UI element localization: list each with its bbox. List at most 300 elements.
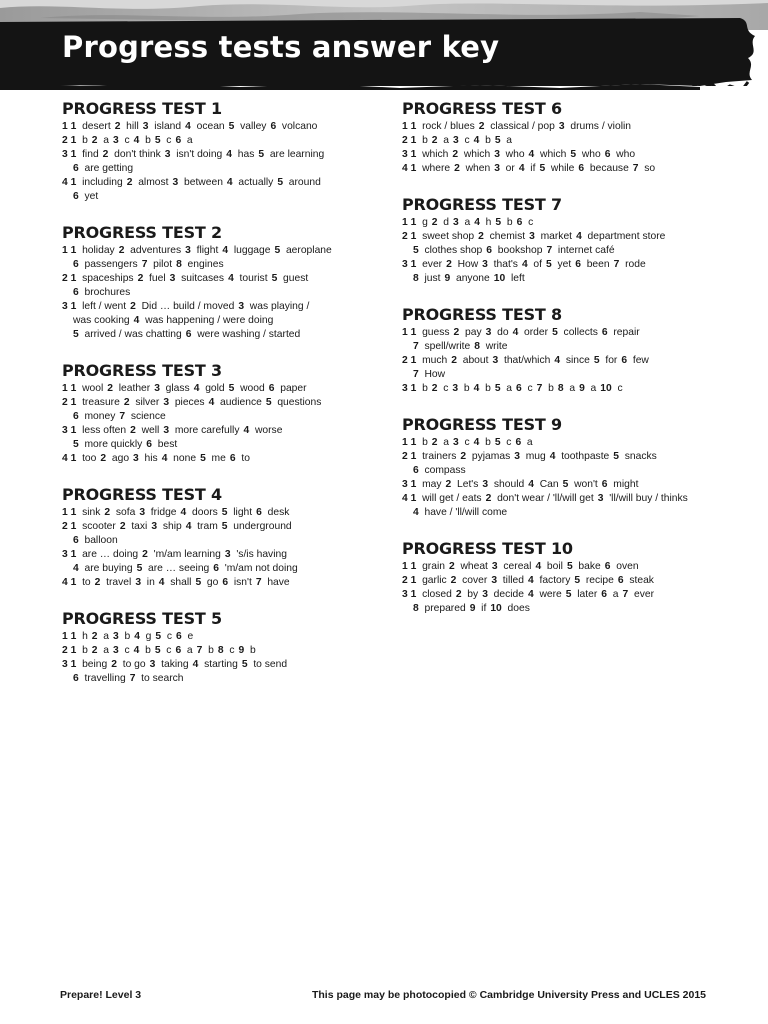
answer-text: for <box>605 355 618 366</box>
answer-text: b <box>485 135 491 146</box>
answer-number: 4 <box>226 177 233 188</box>
answer-number: 2 <box>91 135 98 146</box>
answer-line <box>62 658 382 672</box>
answer-number: 2 1 <box>402 135 417 146</box>
answer-text: oven <box>616 561 639 572</box>
answer-text: ever <box>422 259 443 270</box>
answer-line <box>402 230 722 244</box>
answer-number: 10 <box>600 383 612 394</box>
answer-text: steak <box>629 575 654 586</box>
answer-number: 3 <box>172 177 179 188</box>
answer-line <box>62 630 382 644</box>
answer-text: internet café <box>557 245 615 256</box>
answer-number: 5 <box>154 645 161 656</box>
answer-line <box>62 396 382 410</box>
answer-line <box>62 176 382 190</box>
answer-number: 5 <box>241 659 248 670</box>
answer-text: find <box>82 149 99 160</box>
answer-number: 1 1 <box>62 383 77 394</box>
answer-number: 2 1 <box>402 575 417 586</box>
answer-text: a <box>103 631 109 642</box>
answer-number: 2 <box>102 149 109 160</box>
answer-text: travelling <box>84 673 126 684</box>
answer-number: 6 <box>621 355 628 366</box>
answer-number: 6 <box>73 191 79 202</box>
answer-text: c <box>229 645 235 656</box>
answer-number: 6 <box>175 645 182 656</box>
answer-number: 4 1 <box>62 453 77 464</box>
answer-text: his <box>144 453 158 464</box>
answer-line <box>402 382 722 396</box>
answer-number: 4 <box>473 135 480 146</box>
answer-text: g <box>422 217 428 228</box>
answer-number: 6 <box>617 575 624 586</box>
answer-number: 5 <box>155 631 162 642</box>
answer-number: 3 1 <box>402 259 417 270</box>
answer-text: a <box>612 589 619 600</box>
answer-text: has <box>237 149 255 160</box>
answer-text: underground <box>233 521 292 532</box>
answer-number: 6 <box>146 439 152 450</box>
answer-text: do <box>497 327 509 338</box>
answer-line <box>402 120 722 134</box>
answer-text: don't think <box>114 149 161 160</box>
answer-number: 6 <box>73 673 79 684</box>
answer-line <box>62 300 382 314</box>
answer-number: 5 <box>73 439 79 450</box>
answer-text: who <box>616 149 636 160</box>
answer-number: 5 <box>613 451 620 462</box>
answer-number: 9 <box>579 383 585 394</box>
answer-text: will get / eats <box>422 493 482 504</box>
answer-text: were <box>539 589 562 600</box>
answer-number: 5 <box>495 217 502 228</box>
answer-number: 4 1 <box>402 163 417 174</box>
answer-number: 3 <box>482 589 488 600</box>
answer-text: have / 'll/will come <box>424 507 508 518</box>
answer-line <box>62 314 382 328</box>
answer-number: 5 <box>552 327 558 338</box>
test-heading: PROGRESS TEST 10 <box>402 539 573 558</box>
answer-number: 3 1 <box>62 301 77 312</box>
answer-text: scooter <box>82 521 116 532</box>
answer-text: to <box>241 453 250 464</box>
answer-text: h <box>485 217 492 228</box>
answer-number: 6 <box>256 507 262 518</box>
answer-number: 2 <box>137 273 144 284</box>
answer-number: 6 <box>176 631 182 642</box>
answer-text: ever <box>633 589 654 600</box>
answer-text: are getting <box>84 163 134 174</box>
answer-text: rock / blues <box>422 121 475 132</box>
progress-test-section <box>402 305 722 396</box>
answer-text: while <box>550 163 575 174</box>
answer-text: wool <box>82 383 104 394</box>
answer-number: 2 <box>111 659 117 670</box>
answer-column-right <box>402 99 722 635</box>
answer-number: 6 <box>185 329 192 340</box>
answer-text: 'm/am not doing <box>224 563 298 574</box>
answer-number: 6 <box>175 135 182 146</box>
answer-number: 6 <box>73 163 79 174</box>
answer-text: fridge <box>150 507 177 518</box>
answer-text: don't wear / 'll/will get <box>497 493 594 504</box>
answer-line <box>402 492 722 506</box>
test-heading: PROGRESS TEST 8 <box>402 305 562 324</box>
answer-number: 6 <box>270 121 277 132</box>
answer-number: 5 <box>136 563 143 574</box>
answer-number: 6 <box>604 561 611 572</box>
answer-number: 4 <box>133 315 140 326</box>
answer-number: 6 <box>73 259 79 270</box>
answer-number: 4 <box>192 659 199 670</box>
answer-line <box>402 216 722 230</box>
answer-number: 3 <box>113 645 119 656</box>
answer-text: recipe <box>585 575 614 586</box>
answer-number: 2 <box>126 177 133 188</box>
answer-number: 2 1 <box>402 231 417 242</box>
answer-text: compass <box>424 465 466 476</box>
answer-number: 6 <box>222 577 229 588</box>
answer-number: 4 <box>527 575 534 586</box>
answer-text: are buying <box>84 563 133 574</box>
answer-text: b <box>485 437 491 448</box>
answer-number: 10 <box>490 603 502 614</box>
answer-number: 4 <box>413 507 419 518</box>
answer-text: b <box>506 217 513 228</box>
answer-text: where <box>422 163 451 174</box>
answer-text: by <box>467 589 479 600</box>
answer-text: order <box>524 327 549 338</box>
answer-number: 4 <box>473 437 480 448</box>
answer-number: 2 1 <box>62 135 77 146</box>
answer-number: 6 <box>516 383 522 394</box>
answer-text: Let's <box>456 479 479 490</box>
answer-number: 5 <box>413 245 419 256</box>
answer-text: b <box>249 645 256 656</box>
answer-number: 3 <box>492 355 499 366</box>
answer-number: 1 1 <box>62 121 77 132</box>
answer-line <box>402 272 722 286</box>
answer-text: including <box>82 177 123 188</box>
answer-number: 5 <box>228 383 235 394</box>
answer-text: may <box>422 479 442 490</box>
answer-number: 6 <box>268 383 275 394</box>
answer-number: 6 <box>601 327 608 338</box>
answer-line <box>402 244 722 258</box>
answer-text: prepared <box>424 603 466 614</box>
answer-text: to send <box>253 659 288 670</box>
answer-line <box>62 328 382 342</box>
answer-line <box>402 326 722 340</box>
answer-text: fuel <box>149 273 166 284</box>
answer-number: 4 <box>222 245 229 256</box>
answer-text: less often <box>82 425 127 436</box>
answer-text: that's <box>493 259 518 270</box>
answer-number: 9 <box>469 603 476 614</box>
answer-text: e <box>187 631 194 642</box>
answer-number: 2 <box>455 589 462 600</box>
answer-number: 3 <box>482 259 488 270</box>
answer-number: 5 <box>494 383 501 394</box>
answer-number: 3 <box>491 561 498 572</box>
answer-number: 4 <box>512 327 519 338</box>
answer-line <box>402 464 722 478</box>
answer-number: 4 <box>528 479 534 490</box>
answer-number: 6 <box>575 259 581 270</box>
answer-text: glass <box>165 383 190 394</box>
answer-number: 3 <box>453 135 459 146</box>
answer-text: c <box>528 217 534 228</box>
answer-number: 6 <box>486 245 493 256</box>
answer-number: 6 <box>601 589 608 600</box>
answer-text: b <box>422 383 428 394</box>
answer-text: pilot <box>153 259 173 270</box>
answer-text: a <box>186 645 193 656</box>
answer-number: 5 <box>566 561 573 572</box>
answer-text: who <box>581 149 601 160</box>
answer-number: 5 <box>154 135 161 146</box>
answer-text: desert <box>82 121 111 132</box>
answer-number: 4 <box>133 645 140 656</box>
answer-number: 3 <box>482 479 489 490</box>
answer-text: arrived / was chatting <box>84 329 182 340</box>
answer-number: 3 <box>558 121 565 132</box>
answer-text: a <box>186 135 193 146</box>
answer-line <box>402 258 722 272</box>
answer-text: almost <box>138 177 169 188</box>
answer-number: 7 <box>413 369 419 380</box>
answer-number: 8 <box>474 341 480 352</box>
answer-text: guess <box>422 327 450 338</box>
answer-text: Can <box>539 479 559 490</box>
answer-text: pyjamas <box>471 451 511 462</box>
answer-line <box>62 382 382 396</box>
answer-text: b <box>422 437 428 448</box>
answer-text: that/which <box>503 355 551 366</box>
answer-number: 2 <box>431 217 438 228</box>
answer-text: gold <box>205 383 225 394</box>
answer-number: 3 <box>133 453 139 464</box>
answer-number: 8 <box>217 645 224 656</box>
answer-number: 2 1 <box>62 397 77 408</box>
answer-text: bake <box>578 561 601 572</box>
answer-number: 2 <box>91 645 98 656</box>
answer-text: yet <box>557 259 572 270</box>
answer-text: wheat <box>460 561 488 572</box>
answer-text: b <box>548 383 554 394</box>
answer-number: 2 <box>450 575 457 586</box>
answer-text: c <box>443 383 449 394</box>
answer-number: 8 <box>176 259 182 270</box>
answer-number: 2 <box>478 121 485 132</box>
answer-number: 6 <box>73 535 79 546</box>
answer-text: guest <box>283 273 309 284</box>
answer-number: 4 <box>473 383 480 394</box>
answer-text: holiday <box>82 245 115 256</box>
answer-text: passengers <box>84 259 138 270</box>
answer-text: well <box>141 425 160 436</box>
answer-number: 8 <box>413 273 419 284</box>
answer-line <box>402 134 722 148</box>
answer-number: 2 <box>453 327 460 338</box>
answer-number: 4 <box>521 259 528 270</box>
answer-text: brochures <box>84 287 131 298</box>
answer-line <box>402 602 722 616</box>
answer-number: 5 <box>574 575 581 586</box>
answer-number: 3 1 <box>402 589 417 600</box>
answer-text: spell/write <box>424 341 471 352</box>
answer-text: won't <box>574 479 598 490</box>
answer-text: 's/is having <box>236 549 287 560</box>
answer-number: 2 <box>104 507 111 518</box>
answer-text: treasure <box>82 397 120 408</box>
answer-number: 3 <box>113 631 119 642</box>
answer-text: money <box>84 411 116 422</box>
footer-copyright: This page may be photocopied © Cambridge University Press and UCLES 2015 <box>311 989 706 1001</box>
answer-text: light <box>233 507 253 518</box>
answer-text: b <box>485 383 491 394</box>
answer-number: 3 <box>491 575 498 586</box>
answer-text: does <box>507 603 530 614</box>
answer-number: 2 <box>91 631 98 642</box>
answer-number: 2 1 <box>402 451 417 462</box>
answer-text: c <box>166 631 173 642</box>
answer-number: 3 <box>149 659 156 670</box>
answer-number: 2 <box>431 135 438 146</box>
answer-line <box>402 436 722 450</box>
answer-text: snacks <box>624 451 657 462</box>
answer-number: 2 <box>478 231 484 242</box>
answer-number: 2 <box>445 479 452 490</box>
answer-text: chemist <box>489 231 526 242</box>
answer-text: tilled <box>502 575 524 586</box>
answer-number: 5 <box>200 453 206 464</box>
answer-number: 6 <box>73 411 79 422</box>
answer-text: pieces <box>174 397 205 408</box>
answer-number: 2 <box>119 521 126 532</box>
answer-text: which <box>422 149 449 160</box>
answer-text: paper <box>280 383 307 394</box>
progress-test-section <box>62 485 382 590</box>
answer-text: balloon <box>84 535 118 546</box>
answer-number: 2 <box>460 451 467 462</box>
answer-text: ship <box>162 521 182 532</box>
answer-text: were washing / started <box>197 329 301 340</box>
progress-test-section <box>402 99 722 176</box>
answer-number: 3 1 <box>402 383 417 394</box>
answer-number: 5 <box>570 149 577 160</box>
answer-text: left / went <box>82 301 127 312</box>
answer-number: 3 <box>597 493 604 504</box>
answer-text: volcano <box>281 121 318 132</box>
answer-text: yet <box>84 191 99 202</box>
answer-text: was cooking <box>73 315 130 326</box>
answer-number: 5 <box>265 397 272 408</box>
answer-text: shall <box>170 577 192 588</box>
answer-text: c <box>527 383 533 394</box>
answer-number: 5 <box>274 245 281 256</box>
answer-text: c <box>124 135 130 146</box>
answer-number: 6 <box>229 453 236 464</box>
answer-number: 7 <box>141 259 148 270</box>
answer-text: b <box>82 645 88 656</box>
answer-number: 4 <box>185 521 192 532</box>
answer-number: 4 <box>185 121 191 132</box>
answer-number: 7 <box>546 245 553 256</box>
answer-text: b <box>208 645 214 656</box>
answer-number: 4 <box>228 273 234 284</box>
answer-text: bookshop <box>497 245 543 256</box>
answer-text: a <box>443 135 449 146</box>
answer-number: 4 <box>528 149 535 160</box>
answer-text: actually <box>238 177 274 188</box>
answer-text: questions <box>277 397 322 408</box>
answer-text: to search <box>141 673 184 684</box>
answer-number: 1 1 <box>402 561 417 572</box>
answer-text: been <box>586 259 610 270</box>
answer-number: 2 <box>454 163 460 174</box>
answer-number: 2 1 <box>62 645 77 656</box>
answer-line <box>62 410 382 424</box>
answer-line <box>62 520 382 534</box>
answer-line <box>402 340 722 354</box>
answer-number: 4 <box>518 163 525 174</box>
answer-number: 2 <box>118 245 125 256</box>
answer-text: factory <box>539 575 571 586</box>
answer-number: 5 <box>277 177 284 188</box>
answer-number: 7 <box>622 589 629 600</box>
answer-text: g <box>145 631 152 642</box>
answer-number: 6 <box>413 465 419 476</box>
progress-test-section <box>402 539 722 616</box>
answer-text: to <box>82 577 91 588</box>
answer-line <box>402 574 722 588</box>
answer-number: 3 1 <box>62 425 77 436</box>
answer-text: write <box>485 341 508 352</box>
answer-number: 2 <box>130 425 136 436</box>
answer-column-left <box>62 99 382 705</box>
answer-number: 3 <box>163 425 170 436</box>
answer-text: in <box>146 577 155 588</box>
answer-text: 'll/will buy / thinks <box>609 493 688 504</box>
answer-text: too <box>82 453 97 464</box>
answer-text: might <box>613 479 639 490</box>
answer-text: How <box>424 369 446 380</box>
test-heading: PROGRESS TEST 2 <box>62 223 222 242</box>
answer-text: b <box>463 383 470 394</box>
test-heading: PROGRESS TEST 5 <box>62 609 222 628</box>
answer-number: 7 <box>129 673 136 684</box>
answer-text: starting <box>204 659 238 670</box>
answer-line <box>62 548 382 562</box>
answer-line <box>402 588 722 602</box>
answer-text: a <box>464 217 471 228</box>
answer-text: a <box>506 383 513 394</box>
answer-number: 7 <box>255 577 262 588</box>
answer-text: grain <box>422 561 445 572</box>
answer-number: 4 <box>549 451 556 462</box>
answer-text: few <box>632 355 649 366</box>
answer-number: 3 <box>185 245 191 256</box>
answer-number: 4 <box>133 135 140 146</box>
answer-text: taking <box>161 659 189 670</box>
answer-text: a <box>103 645 109 656</box>
answer-text: so <box>644 163 656 174</box>
answer-text: trainers <box>422 451 457 462</box>
answer-line <box>402 368 722 382</box>
answer-number: 2 <box>130 301 136 312</box>
